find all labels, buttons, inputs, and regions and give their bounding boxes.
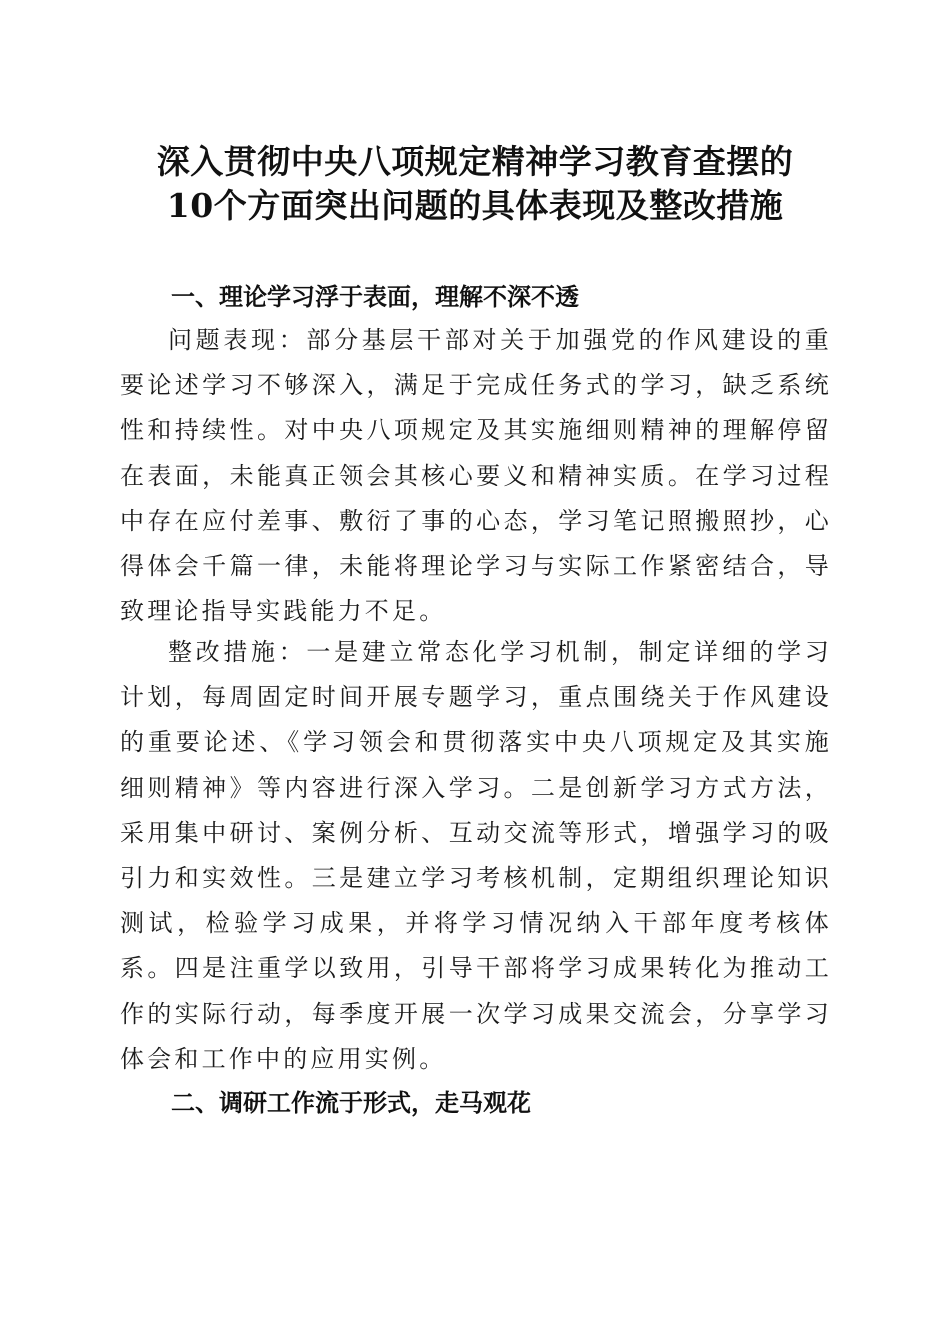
section-2-heading: 二、调研工作流于形式，走马观花 <box>171 1089 531 1117</box>
document-title-line-1: 深入贯彻中央八项规定精神学习教育查摆的 <box>156 142 794 181</box>
section-1-measures-paragraph: 整改措施：一是建立常态化学习机制，制定详细的学习计划，每周固定时间开展专题学习，重点围绕关于作风建设的重要论述、《学习领会和贯彻落实中央八项规定及其实施细则精神》等内容进行深入学习。二是创新学习方式方法，采用集中研讨、案例分析、互动交流等形式，增强学习的吸引力和实效性。三是建立学习考核机制，定期组织理论知识测试，检验学习成果，并将学习情况纳入干部年度考核体系。四是注重学以致用，引导干部将学习成果转化为推动工作的实际行动，每季度开展一次学习成果交流会，分享学习体会和工作中的应用实例。 <box>120 638 832 1073</box>
document-title-line-2: 10个方面突出问题的具体表现及整改措施 <box>166 186 784 225</box>
section-1-heading: 一、理论学习浮于表面，理解不深不透 <box>171 283 579 311</box>
section-1-problem-paragraph: 问题表现：部分基层干部对关于加强党的作风建设的重要论述学习不够深入，满足于完成任务式的学习，缺乏系统性和持续性。对中央八项规定及其实施细则精神的理解停留在表面，未能真正领会其核心要义和精神实质。在学习过程中存在应付差事、敷衍了事的心态，学习笔记照搬照抄，心得体会千篇一律，未能将理论学习与实际工作紧密结合，导致理论指导实践能力不足。 <box>120 326 832 626</box>
